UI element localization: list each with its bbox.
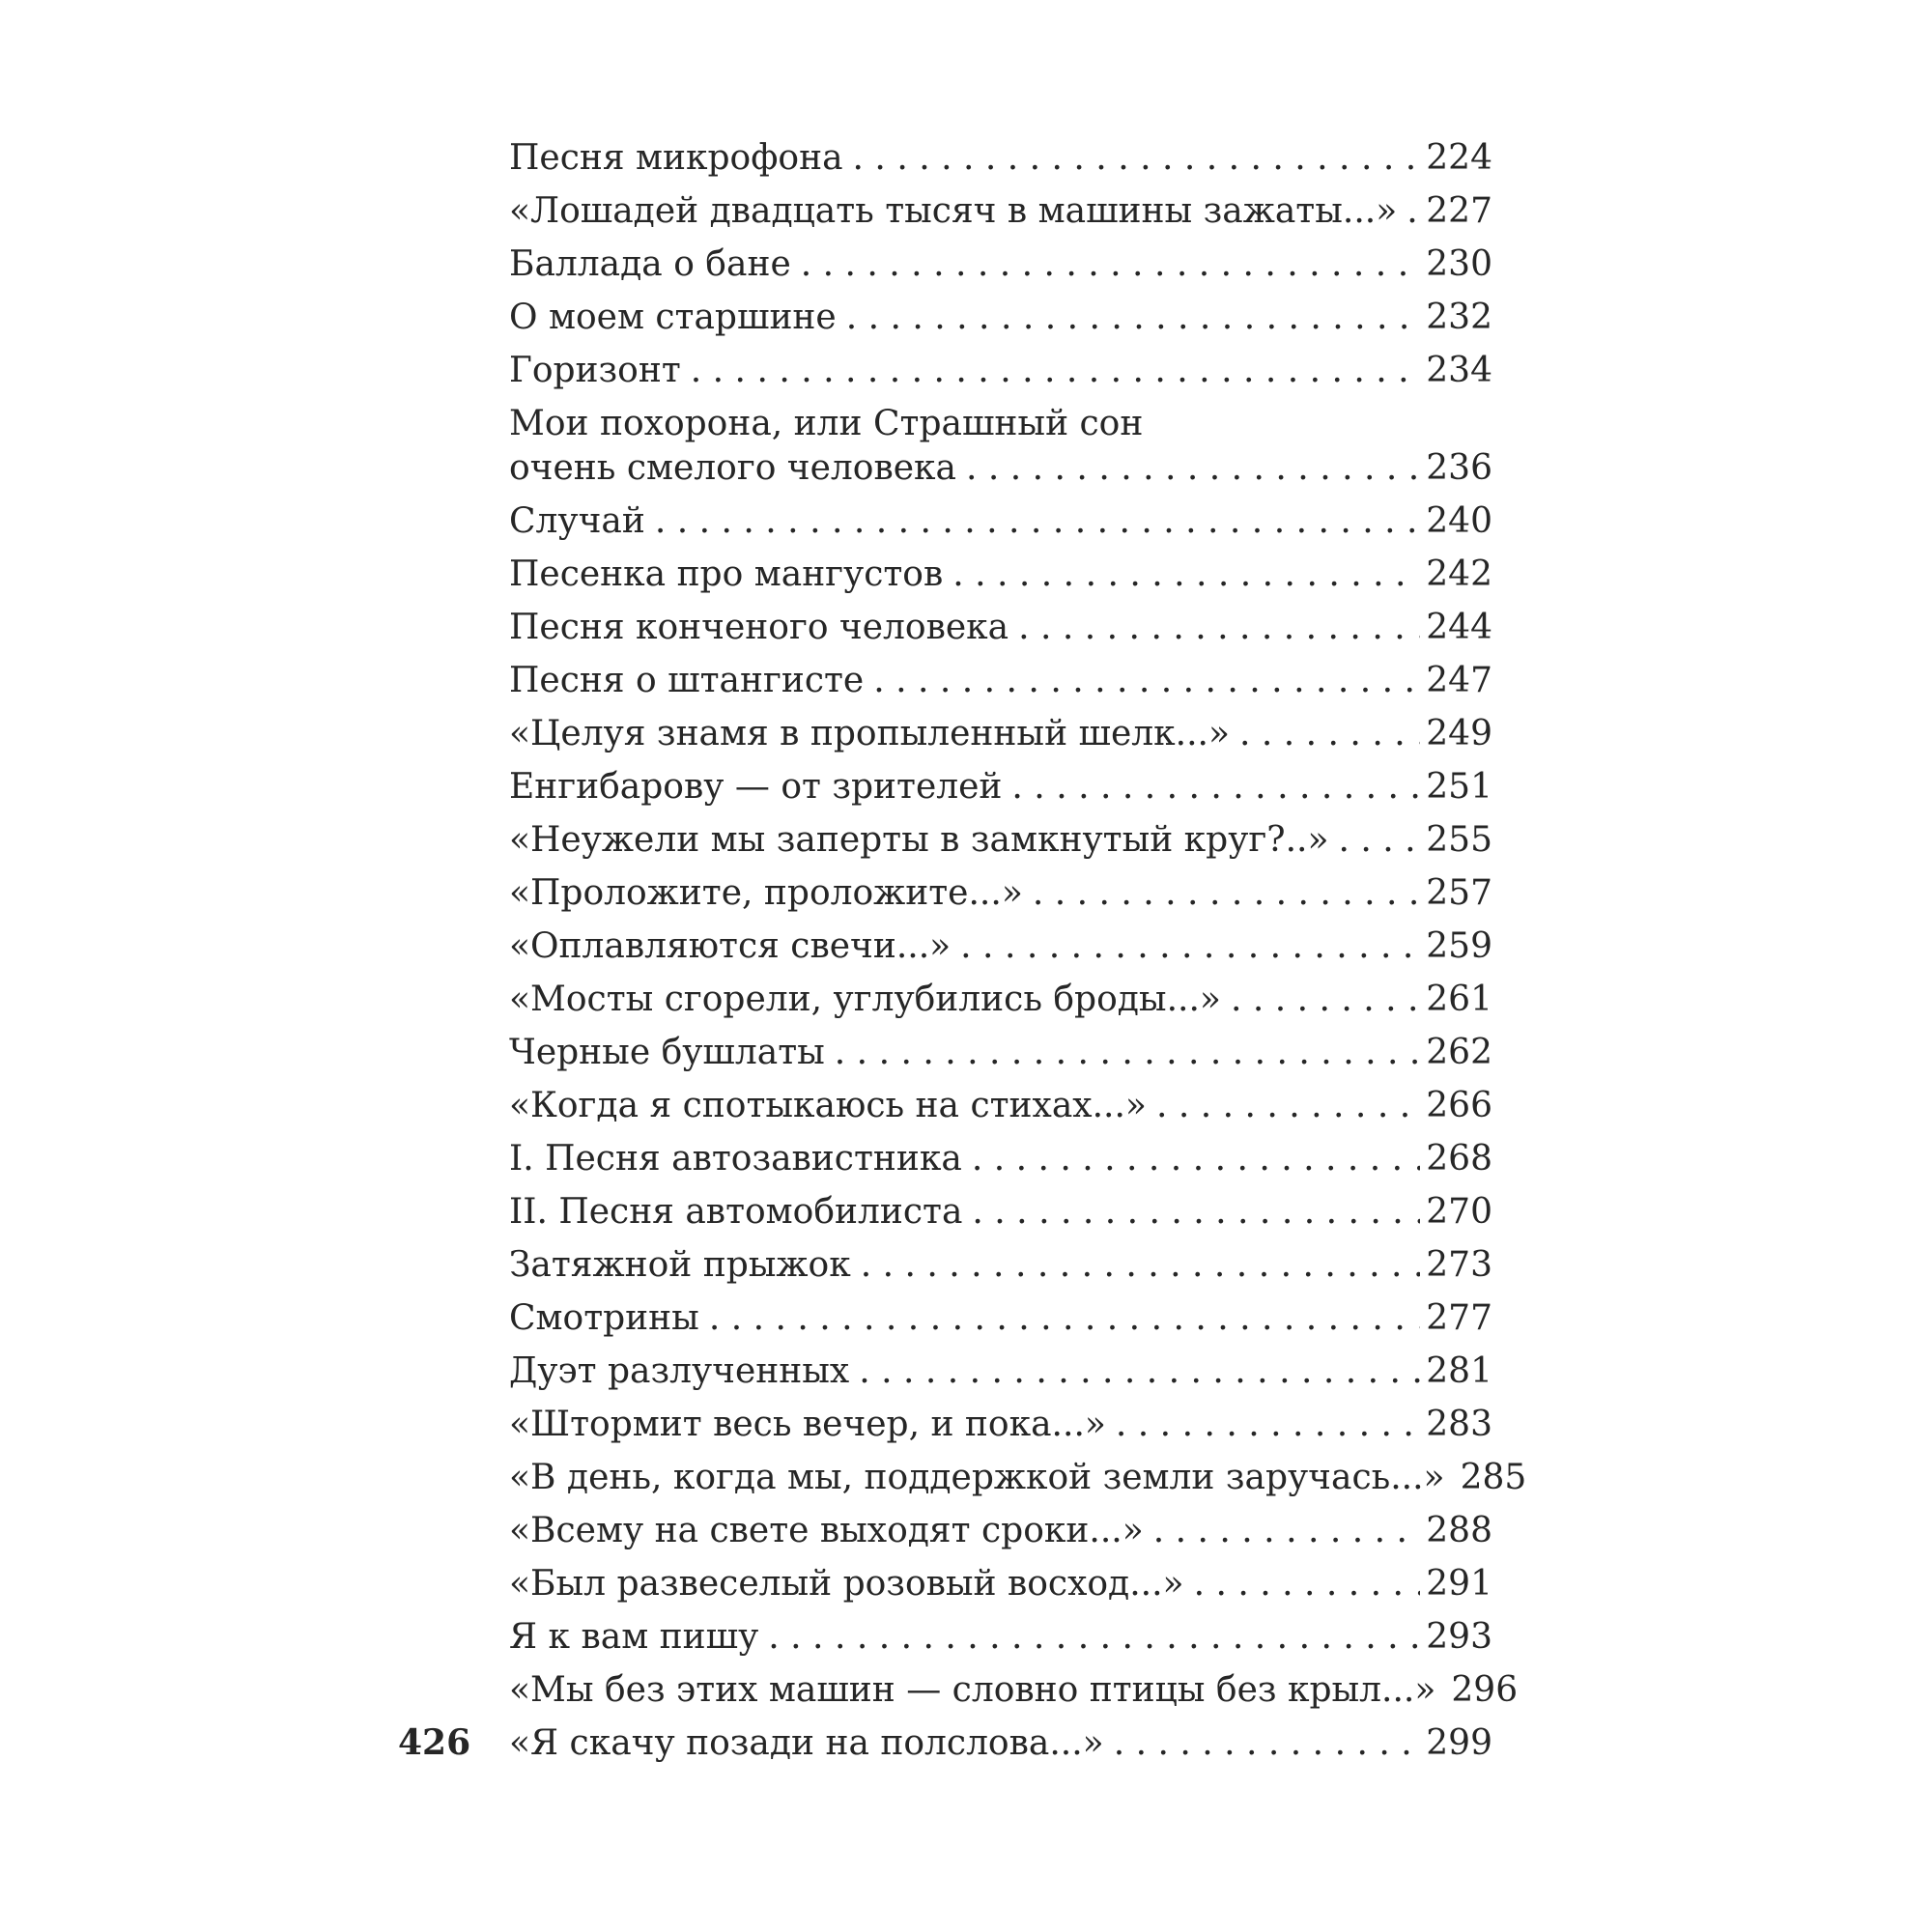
toc-entry-title: «Проложите, проложите...» bbox=[509, 873, 1023, 913]
dot-leader bbox=[972, 1132, 1420, 1185]
dot-leader bbox=[859, 1345, 1420, 1398]
toc-entry bbox=[509, 1451, 1527, 1504]
toc-entry bbox=[509, 548, 1492, 601]
toc-entry-title: Песенка про мангустов bbox=[509, 554, 944, 594]
toc-entry-page: 259 bbox=[1426, 926, 1492, 966]
toc-entry bbox=[509, 185, 1492, 238]
page-number: 426 bbox=[398, 1722, 471, 1763]
dot-leader bbox=[1116, 1398, 1420, 1451]
toc-entry-page: 242 bbox=[1426, 554, 1492, 594]
toc-entry-title: «Штормит весь вечер, и пока...» bbox=[509, 1405, 1106, 1444]
dot-leader bbox=[768, 1610, 1420, 1663]
toc-entry-title: Черные бушлаты bbox=[509, 1033, 825, 1072]
toc-entry bbox=[509, 1557, 1492, 1610]
dot-leader bbox=[853, 131, 1421, 185]
toc-entry-page: 299 bbox=[1426, 1723, 1492, 1763]
toc-entry bbox=[509, 1717, 1492, 1770]
toc-entry bbox=[509, 1504, 1492, 1557]
dot-leader bbox=[709, 1292, 1420, 1345]
toc-entry-page: 234 bbox=[1426, 351, 1492, 390]
toc-entry-title: «Мы без этих машин — словно птицы без крыл...» bbox=[509, 1670, 1436, 1710]
toc-entry-page: 277 bbox=[1426, 1298, 1492, 1338]
toc-entry-title: «Целуя знамя в пропыленный шелк...» bbox=[509, 714, 1230, 753]
toc-entry-title: «Был развеселый розовый восход...» bbox=[509, 1564, 1184, 1604]
toc-entry-title: «Мосты сгорели, углубились броды...» bbox=[509, 980, 1221, 1019]
dot-leader bbox=[691, 344, 1421, 397]
toc-entry-page: 232 bbox=[1426, 298, 1492, 337]
dot-leader bbox=[1153, 1504, 1421, 1557]
toc-entry-title: «Лошадей двадцать тысяч в машины зажаты...» bbox=[509, 191, 1398, 231]
dot-leader bbox=[1239, 707, 1420, 760]
toc-entry bbox=[509, 397, 1492, 495]
dot-leader bbox=[1231, 973, 1420, 1026]
toc-entry-page: 236 bbox=[1426, 448, 1492, 488]
toc-entry-page: 281 bbox=[1426, 1351, 1492, 1391]
toc-entry bbox=[509, 1026, 1492, 1079]
toc-entry-title: Смотрины bbox=[509, 1298, 699, 1338]
toc-entry-title: Песня о штангисте bbox=[509, 661, 865, 700]
dot-leader bbox=[846, 291, 1421, 344]
table-of-contents bbox=[509, 131, 1527, 1770]
toc-entry-title: Я к вам пишу bbox=[509, 1617, 759, 1657]
toc-entry-page: 249 bbox=[1426, 714, 1492, 753]
toc-entry-title-line1: Мои похорона, или Страшный сон bbox=[509, 404, 1144, 443]
toc-entry bbox=[509, 495, 1492, 548]
toc-entry-title: Горизонт bbox=[509, 351, 681, 390]
toc-entry-page: 296 bbox=[1451, 1670, 1519, 1710]
dot-leader bbox=[966, 441, 1420, 495]
toc-entry-page: 268 bbox=[1426, 1139, 1492, 1179]
toc-entry bbox=[509, 813, 1492, 867]
toc-entry-page: 244 bbox=[1426, 608, 1492, 647]
toc-entry bbox=[509, 1238, 1492, 1292]
dot-leader bbox=[835, 1026, 1420, 1079]
toc-entry-title: «Неужели мы заперты в замкнутый круг?..» bbox=[509, 820, 1329, 860]
toc-entry-title: Затяжной прыжок bbox=[509, 1245, 851, 1285]
toc-entry bbox=[509, 1185, 1492, 1238]
dot-leader bbox=[1011, 760, 1420, 813]
dot-leader bbox=[1406, 185, 1420, 238]
toc-entry-title: очень смелого человека bbox=[509, 448, 956, 488]
toc-entry-title: «В день, когда мы, поддержкой земли заручась...» bbox=[509, 1458, 1445, 1497]
dot-leader bbox=[655, 495, 1420, 548]
dot-leader bbox=[1033, 867, 1420, 920]
toc-entry bbox=[509, 973, 1492, 1026]
toc-entry-page: 270 bbox=[1426, 1192, 1492, 1232]
dot-leader bbox=[1156, 1079, 1420, 1132]
toc-entry-page: 224 bbox=[1426, 138, 1492, 178]
dot-leader bbox=[960, 920, 1420, 973]
toc-entry bbox=[509, 1079, 1492, 1132]
toc-entry bbox=[509, 344, 1492, 397]
toc-entry-page: 266 bbox=[1426, 1086, 1492, 1125]
dot-leader bbox=[952, 548, 1420, 601]
toc-entry bbox=[509, 867, 1492, 920]
toc-entry-page: 230 bbox=[1426, 244, 1492, 284]
toc-entry bbox=[509, 1663, 1519, 1717]
toc-entry-title: Песня конченого человека bbox=[509, 608, 1009, 647]
toc-entry bbox=[509, 920, 1492, 973]
toc-entry-page: 285 bbox=[1460, 1458, 1527, 1497]
toc-entry-page: 273 bbox=[1426, 1245, 1492, 1285]
toc-entry bbox=[509, 707, 1492, 760]
toc-entry-title: Баллада о бане bbox=[509, 244, 791, 284]
toc-entry bbox=[509, 238, 1492, 291]
toc-entry-page: 251 bbox=[1426, 767, 1492, 807]
dot-leader bbox=[1018, 601, 1420, 654]
toc-entry-page: 283 bbox=[1426, 1405, 1492, 1444]
toc-entry-title: II. Песня автомобилиста bbox=[509, 1192, 963, 1232]
toc-entry-page: 262 bbox=[1426, 1033, 1492, 1072]
toc-entry bbox=[509, 1132, 1492, 1185]
toc-entry-title: О моем старшине bbox=[509, 298, 837, 337]
toc-entry-page: 247 bbox=[1426, 661, 1492, 700]
toc-entry-page: 255 bbox=[1426, 820, 1492, 860]
toc-entry-page: 261 bbox=[1426, 980, 1492, 1019]
toc-entry-page: 240 bbox=[1426, 501, 1492, 541]
dot-leader bbox=[801, 238, 1421, 291]
dot-leader bbox=[972, 1185, 1420, 1238]
toc-entry bbox=[509, 1610, 1492, 1663]
toc-entry bbox=[509, 1345, 1492, 1398]
toc-entry-page: 293 bbox=[1426, 1617, 1492, 1657]
toc-entry-page: 257 bbox=[1426, 873, 1492, 913]
toc-entry bbox=[509, 131, 1492, 185]
toc-entry bbox=[509, 601, 1492, 654]
toc-entry-title: «Всему на свете выходят сроки...» bbox=[509, 1511, 1144, 1550]
dot-leader bbox=[873, 654, 1420, 707]
toc-entry bbox=[509, 760, 1492, 813]
toc-entry-title: «Когда я спотыкаюсь на стихах...» bbox=[509, 1086, 1147, 1125]
toc-entry-title: I. Песня автозавистника bbox=[509, 1139, 962, 1179]
dot-leader bbox=[861, 1238, 1421, 1292]
toc-entry bbox=[509, 654, 1492, 707]
toc-entry-page: 288 bbox=[1426, 1511, 1492, 1550]
toc-entry bbox=[509, 1398, 1492, 1451]
toc-entry bbox=[509, 291, 1492, 344]
toc-entry-title: Дуэт разлученных bbox=[509, 1351, 850, 1391]
toc-entry-title: «Я скачу позади на полслова...» bbox=[509, 1723, 1104, 1763]
dot-leader bbox=[1338, 813, 1420, 867]
dot-leader bbox=[1114, 1717, 1421, 1770]
toc-entry bbox=[509, 1292, 1492, 1345]
toc-entry-title: Песня микрофона bbox=[509, 138, 843, 178]
toc-entry-title: Енгибарову — от зрителей bbox=[509, 767, 1003, 807]
dot-leader bbox=[1194, 1557, 1421, 1610]
toc-entry-page: 227 bbox=[1426, 191, 1492, 231]
toc-entry-page: 291 bbox=[1426, 1564, 1492, 1604]
toc-entry-title: Случай bbox=[509, 501, 645, 541]
toc-entry-title: «Оплавляются свечи...» bbox=[509, 926, 952, 966]
